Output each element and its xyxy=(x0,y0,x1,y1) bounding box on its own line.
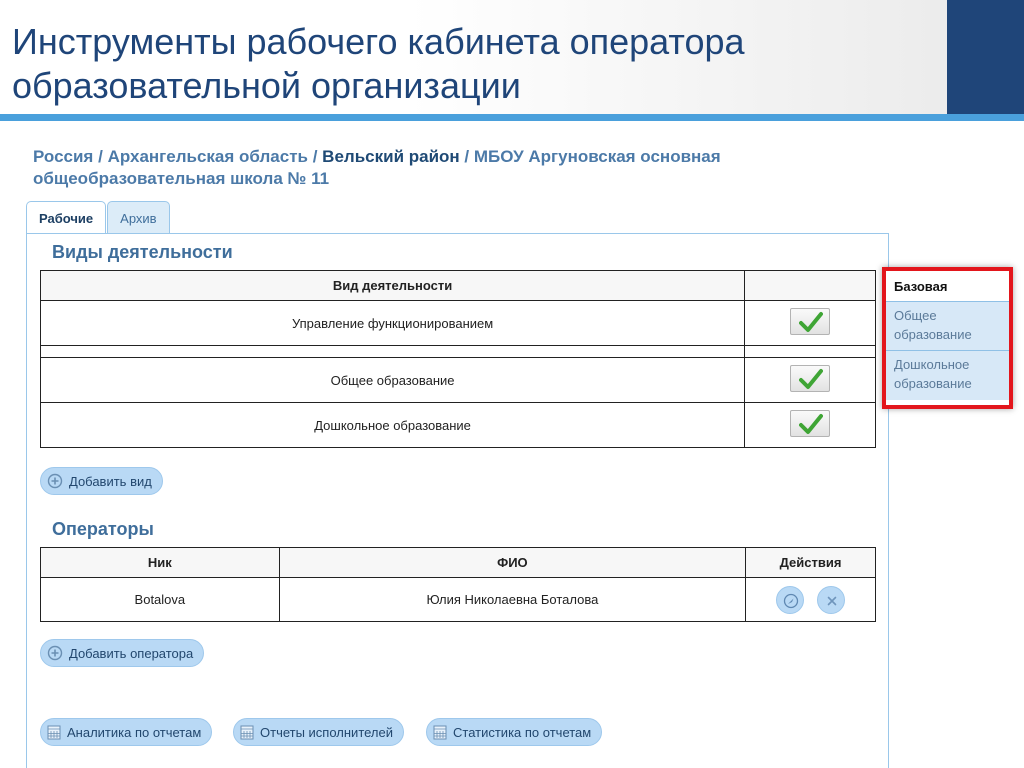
activity-checkbox[interactable] xyxy=(790,308,830,335)
table-row xyxy=(41,403,876,448)
breadcrumb-district[interactable]: Вельский район xyxy=(322,147,460,166)
report-statistics-label: Статистика по отчетам xyxy=(453,724,592,740)
activity-checkbox[interactable] xyxy=(790,410,830,437)
activity-check-cell xyxy=(745,403,876,448)
table-row-spacer xyxy=(41,346,876,358)
operator-actions-cell xyxy=(746,578,876,622)
table-row xyxy=(41,358,876,403)
column-header-fio: ФИО xyxy=(279,548,745,578)
report-statistics-button[interactable] xyxy=(426,718,602,746)
analytics-reports-label: Аналитика по отчетам xyxy=(67,724,202,740)
activity-checkbox[interactable] xyxy=(790,365,830,392)
activity-check-cell xyxy=(745,358,876,403)
add-activity-label: Добавить вид xyxy=(69,473,152,489)
calendar-icon xyxy=(433,724,447,740)
operators-section-title: Операторы xyxy=(52,519,154,539)
tab-working[interactable]: Рабочие xyxy=(26,201,106,235)
slide-header xyxy=(0,0,1024,114)
operators-table xyxy=(40,547,876,622)
header-divider xyxy=(0,114,1024,121)
list-item-preschool-education[interactable]: Дошкольное образование xyxy=(886,351,1009,400)
tab-archive[interactable]: Архив xyxy=(107,201,169,234)
header-accent-block xyxy=(947,0,1024,114)
breadcrumb-separator: / xyxy=(464,147,470,166)
table-row xyxy=(41,301,876,346)
operators-header-row xyxy=(41,548,876,578)
slide-title xyxy=(12,20,745,108)
activity-check-cell xyxy=(745,301,876,346)
column-header-empty xyxy=(745,271,876,301)
operator-fio: Юлия Николаевна Боталова xyxy=(279,578,745,622)
column-header-activity: Вид деятельности xyxy=(41,271,745,301)
table-row xyxy=(41,578,876,622)
activity-name: Управление функционированием xyxy=(41,301,745,346)
executor-reports-button[interactable] xyxy=(233,718,404,746)
column-header-actions: Действия xyxy=(746,548,876,578)
activity-name: Общее образование xyxy=(41,358,745,403)
breadcrumb-school: МБОУ Аргуновская основная общеобразовательная школа № 11 xyxy=(33,147,721,188)
slide-title-line1: Инструменты рабочего кабинета оператора xyxy=(12,21,745,62)
list-item-basic[interactable]: Базовая xyxy=(886,271,1009,302)
breadcrumb xyxy=(33,146,813,190)
calendar-icon xyxy=(47,724,61,740)
activity-name: Дошкольное образование xyxy=(41,403,745,448)
breadcrumb-separator: / xyxy=(98,147,103,166)
activities-header-row xyxy=(41,271,876,301)
spacer-cell xyxy=(745,346,876,358)
list-item-general-education[interactable]: Общее образование xyxy=(886,302,1009,351)
breadcrumb-region[interactable]: Архангельская область xyxy=(107,147,308,166)
breadcrumb-separator: / xyxy=(312,147,318,166)
add-operator-label: Добавить оператора xyxy=(69,645,194,661)
activities-section-title: Виды деятельности xyxy=(52,242,233,262)
delete-operator-button[interactable] xyxy=(817,586,845,614)
edit-operator-button[interactable] xyxy=(776,586,804,614)
activity-type-list xyxy=(882,267,1013,409)
add-activity-button[interactable] xyxy=(40,467,163,495)
analytics-reports-button[interactable] xyxy=(40,718,212,746)
activities-table xyxy=(40,270,876,448)
operator-nick: Botalova xyxy=(41,578,280,622)
executor-reports-label: Отчеты исполнителей xyxy=(260,724,394,740)
plus-circle-icon xyxy=(47,473,63,489)
plus-circle-icon xyxy=(47,645,63,661)
tab-bar xyxy=(26,201,171,234)
spacer-cell xyxy=(41,346,745,358)
column-header-nick: Ник xyxy=(41,548,280,578)
calendar-icon xyxy=(240,724,254,740)
slide-title-line2: образовательной организации xyxy=(12,65,521,106)
add-operator-button[interactable] xyxy=(40,639,204,667)
breadcrumb-country[interactable]: Россия xyxy=(33,147,94,166)
